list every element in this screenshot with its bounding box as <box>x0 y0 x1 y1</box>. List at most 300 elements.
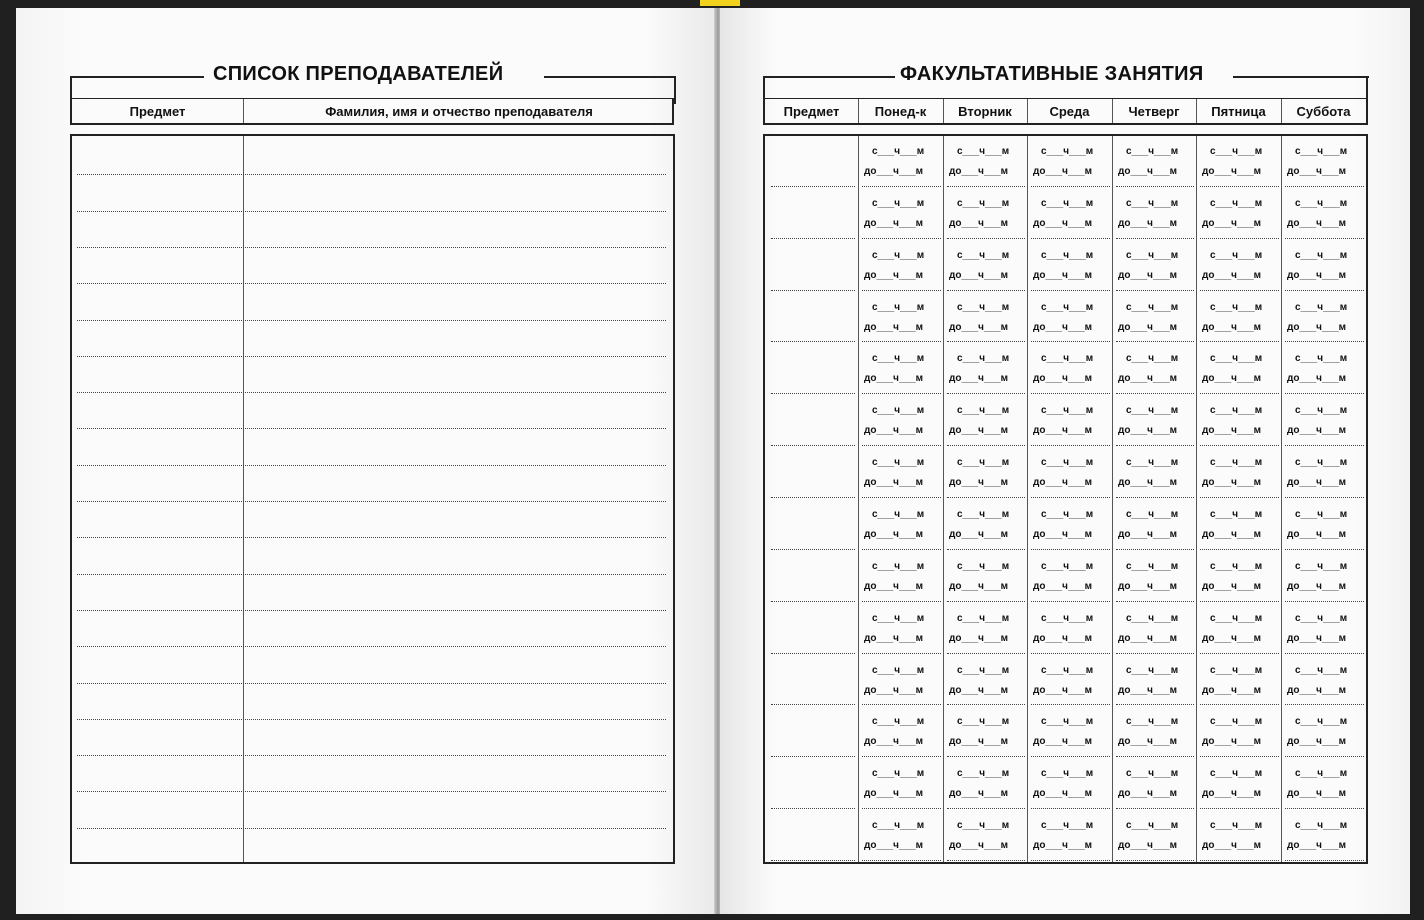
time-from-field: с___ч___м <box>872 561 925 572</box>
time-to-field: до___ч___м <box>1118 166 1178 177</box>
column-divider <box>1196 136 1197 862</box>
time-to-field: до___ч___м <box>949 270 1009 281</box>
day-row-line <box>1285 290 1364 291</box>
time-to-field: до___ч___м <box>1202 529 1262 540</box>
time-from-field: с___ч___м <box>1295 405 1348 416</box>
time-to-field: до___ч___м <box>1118 581 1178 592</box>
time-from-field: с___ч___м <box>872 716 925 727</box>
time-from-field: с___ч___м <box>1126 457 1179 468</box>
subject-row-line <box>771 808 855 809</box>
day-row-line <box>1285 601 1364 602</box>
day-row-line <box>862 549 941 550</box>
time-to-field: до___ч___м <box>949 425 1009 436</box>
teacher-row-line <box>77 610 666 611</box>
subject-row-line <box>771 860 855 861</box>
teacher-row-line <box>77 719 666 720</box>
time-to-field: до___ч___м <box>949 633 1009 644</box>
time-from-field: с___ч___м <box>1295 768 1348 779</box>
time-from-field: с___ч___м <box>1295 509 1348 520</box>
day-row-line <box>1031 756 1110 757</box>
time-from-field: с___ч___м <box>1041 613 1094 624</box>
time-to-field: до___ч___м <box>1202 373 1262 384</box>
day-row-line <box>1200 290 1279 291</box>
time-from-field: с___ч___м <box>1126 198 1179 209</box>
time-to-field: до___ч___м <box>1033 322 1093 333</box>
time-from-field: с___ч___м <box>1126 353 1179 364</box>
time-to-field: до___ч___м <box>1118 633 1178 644</box>
time-to-field: до___ч___м <box>1287 166 1347 177</box>
time-to-field: до___ч___м <box>1118 840 1178 851</box>
column-divider <box>1027 136 1028 862</box>
time-to-field: до___ч___м <box>949 840 1009 851</box>
subject-row-line <box>771 290 855 291</box>
time-from-field: с___ч___м <box>957 561 1010 572</box>
time-to-field: до___ч___м <box>1033 736 1093 747</box>
day-row-line <box>1285 704 1364 705</box>
time-from-field: с___ч___м <box>1210 561 1263 572</box>
teacher-row-line <box>77 392 666 393</box>
teacher-row-line <box>77 247 666 248</box>
day-row-line <box>1285 653 1364 654</box>
column-header-3: Среда <box>1049 104 1090 119</box>
time-from-field: с___ч___м <box>1210 405 1263 416</box>
day-row-line <box>1200 445 1279 446</box>
time-to-field: до___ч___м <box>949 529 1009 540</box>
time-to-field: до___ч___м <box>864 270 924 281</box>
right-page-title: ФАКУЛЬТАТИВНЫЕ ЗАНЯТИЯ <box>900 63 1204 85</box>
day-row-line <box>1116 290 1194 291</box>
time-to-field: до___ч___м <box>1202 633 1262 644</box>
time-from-field: с___ч___м <box>1126 302 1179 313</box>
time-from-field: с___ч___м <box>1210 768 1263 779</box>
time-from-field: с___ч___м <box>1295 457 1348 468</box>
time-to-field: до___ч___м <box>1202 840 1262 851</box>
time-to-field: до___ч___м <box>1202 736 1262 747</box>
time-to-field: до___ч___м <box>1033 270 1093 281</box>
time-from-field: с___ч___м <box>1210 820 1263 831</box>
day-row-line <box>947 341 1025 342</box>
time-to-field: до___ч___м <box>1287 218 1347 229</box>
time-from-field: с___ч___м <box>872 405 925 416</box>
day-row-line <box>1200 808 1279 809</box>
day-row-line <box>1116 808 1194 809</box>
time-to-field: до___ч___м <box>949 373 1009 384</box>
time-to-field: до___ч___м <box>864 529 924 540</box>
time-from-field: с___ч___м <box>1295 146 1348 157</box>
time-to-field: до___ч___м <box>1287 685 1347 696</box>
day-row-line <box>1285 186 1364 187</box>
bookmark-ribbon <box>700 0 740 6</box>
time-from-field: с___ч___м <box>957 146 1010 157</box>
day-row-line <box>862 445 941 446</box>
time-to-field: до___ч___м <box>1118 270 1178 281</box>
day-row-line <box>1116 860 1194 861</box>
time-from-field: с___ч___м <box>957 250 1010 261</box>
teachers-table-header <box>70 98 674 125</box>
time-to-field: до___ч___м <box>1202 218 1262 229</box>
time-to-field: до___ч___м <box>1033 166 1093 177</box>
time-from-field: с___ч___м <box>1210 457 1263 468</box>
time-to-field: до___ч___м <box>949 788 1009 799</box>
subject-row-line <box>771 756 855 757</box>
day-row-line <box>1285 860 1364 861</box>
time-from-field: с___ч___м <box>1210 353 1263 364</box>
day-row-line <box>1031 653 1110 654</box>
day-row-line <box>862 238 941 239</box>
time-to-field: до___ч___м <box>1033 477 1093 488</box>
time-to-field: до___ч___м <box>949 685 1009 696</box>
time-to-field: до___ч___м <box>1033 633 1093 644</box>
time-from-field: с___ч___м <box>1041 768 1094 779</box>
time-from-field: с___ч___м <box>872 457 925 468</box>
day-row-line <box>1031 445 1110 446</box>
day-row-line <box>1031 704 1110 705</box>
day-row-line <box>1285 808 1364 809</box>
time-from-field: с___ч___м <box>1041 302 1094 313</box>
time-from-field: с___ч___м <box>1295 250 1348 261</box>
day-row-line <box>1031 549 1110 550</box>
day-row-line <box>1200 341 1279 342</box>
time-from-field: с___ч___м <box>872 820 925 831</box>
teacher-row-line <box>77 791 666 792</box>
day-row-line <box>1031 186 1110 187</box>
teacher-row-line <box>77 574 666 575</box>
day-row-line <box>1031 238 1110 239</box>
time-to-field: до___ч___м <box>864 840 924 851</box>
teacher-row-line <box>77 465 666 466</box>
time-to-field: до___ч___м <box>1033 425 1093 436</box>
day-row-line <box>862 186 941 187</box>
day-row-line <box>947 393 1025 394</box>
time-from-field: с___ч___м <box>1126 768 1179 779</box>
time-from-field: с___ч___м <box>957 457 1010 468</box>
time-to-field: до___ч___м <box>949 581 1009 592</box>
time-to-field: до___ч___м <box>1118 373 1178 384</box>
time-to-field: до___ч___м <box>1202 581 1262 592</box>
time-to-field: до___ч___м <box>1202 425 1262 436</box>
day-row-line <box>1116 445 1194 446</box>
day-row-line <box>1116 497 1194 498</box>
time-to-field: до___ч___м <box>1287 425 1347 436</box>
time-from-field: с___ч___м <box>1210 509 1263 520</box>
time-to-field: до___ч___м <box>1202 166 1262 177</box>
column-divider <box>858 136 859 862</box>
time-from-field: с___ч___м <box>1295 198 1348 209</box>
time-to-field: до___ч___м <box>1202 788 1262 799</box>
day-row-line <box>1031 601 1110 602</box>
subject-row-line <box>771 653 855 654</box>
day-row-line <box>947 497 1025 498</box>
time-from-field: с___ч___м <box>872 146 925 157</box>
day-row-line <box>1285 756 1364 757</box>
time-from-field: с___ч___м <box>1041 405 1094 416</box>
time-to-field: до___ч___м <box>949 322 1009 333</box>
time-from-field: с___ч___м <box>1210 716 1263 727</box>
time-from-field: с___ч___м <box>1041 353 1094 364</box>
time-from-field: с___ч___м <box>1126 561 1179 572</box>
subject-row-line <box>771 445 855 446</box>
time-from-field: с___ч___м <box>872 353 925 364</box>
day-row-line <box>1031 393 1110 394</box>
day-row-line <box>1285 341 1364 342</box>
time-from-field: с___ч___м <box>1295 820 1348 831</box>
column-header-1: Понед-к <box>874 104 927 119</box>
day-row-line <box>1031 497 1110 498</box>
day-row-line <box>1200 393 1279 394</box>
day-row-line <box>862 601 941 602</box>
time-from-field: с___ч___м <box>957 768 1010 779</box>
subject-row-line <box>771 549 855 550</box>
day-row-line <box>862 808 941 809</box>
column-header-6: Суббота <box>1296 104 1351 119</box>
column-header-5: Пятница <box>1211 104 1266 119</box>
time-from-field: с___ч___м <box>1126 665 1179 676</box>
time-from-field: с___ч___м <box>1041 561 1094 572</box>
time-to-field: до___ч___м <box>1287 633 1347 644</box>
time-from-field: с___ч___м <box>1041 457 1094 468</box>
time-from-field: с___ч___м <box>957 405 1010 416</box>
time-from-field: с___ч___м <box>1126 820 1179 831</box>
day-row-line <box>947 445 1025 446</box>
time-to-field: до___ч___м <box>1287 270 1347 281</box>
time-from-field: с___ч___м <box>1210 146 1263 157</box>
day-row-line <box>1031 290 1110 291</box>
time-from-field: с___ч___м <box>872 768 925 779</box>
time-to-field: до___ч___м <box>1287 788 1347 799</box>
time-from-field: с___ч___м <box>957 820 1010 831</box>
day-row-line <box>862 341 941 342</box>
time-to-field: до___ч___м <box>1118 425 1178 436</box>
time-from-field: с___ч___м <box>957 353 1010 364</box>
time-to-field: до___ч___м <box>864 736 924 747</box>
day-row-line <box>947 653 1025 654</box>
day-row-line <box>1116 549 1194 550</box>
teacher-row-line <box>77 283 666 284</box>
time-from-field: с___ч___м <box>1041 198 1094 209</box>
time-from-field: с___ч___м <box>1210 302 1263 313</box>
teacher-row-line <box>77 828 666 829</box>
time-to-field: до___ч___м <box>1287 529 1347 540</box>
day-row-line <box>1200 601 1279 602</box>
day-row-line <box>1200 756 1279 757</box>
column-divider <box>943 136 944 862</box>
time-from-field: с___ч___м <box>872 198 925 209</box>
time-to-field: до___ч___м <box>1033 373 1093 384</box>
time-to-field: до___ч___м <box>1287 840 1347 851</box>
time-from-field: с___ч___м <box>957 665 1010 676</box>
day-row-line <box>1116 756 1194 757</box>
time-to-field: до___ч___м <box>1033 840 1093 851</box>
day-row-line <box>1116 704 1194 705</box>
time-from-field: с___ч___м <box>1126 613 1179 624</box>
day-row-line <box>1200 549 1279 550</box>
day-row-line <box>1200 186 1279 187</box>
time-to-field: до___ч___м <box>1287 477 1347 488</box>
time-from-field: с___ч___м <box>957 302 1010 313</box>
time-to-field: до___ч___м <box>1202 685 1262 696</box>
day-row-line <box>947 238 1025 239</box>
day-row-line <box>1285 497 1364 498</box>
time-from-field: с___ч___м <box>1210 250 1263 261</box>
time-from-field: с___ч___м <box>1126 716 1179 727</box>
time-from-field: с___ч___м <box>957 716 1010 727</box>
teacher-row-line <box>77 320 666 321</box>
time-from-field: с___ч___м <box>1041 146 1094 157</box>
time-from-field: с___ч___м <box>872 613 925 624</box>
column-divider <box>1112 136 1113 862</box>
column-header-0: Предмет <box>783 104 840 119</box>
time-to-field: до___ч___м <box>1118 322 1178 333</box>
time-from-field: с___ч___м <box>1210 613 1263 624</box>
time-to-field: до___ч___м <box>1118 685 1178 696</box>
time-to-field: до___ч___м <box>864 166 924 177</box>
time-from-field: с___ч___м <box>872 250 925 261</box>
day-row-line <box>1116 601 1194 602</box>
time-to-field: до___ч___м <box>864 322 924 333</box>
time-from-field: с___ч___м <box>957 613 1010 624</box>
day-row-line <box>862 497 941 498</box>
teacher-row-line <box>77 646 666 647</box>
day-row-line <box>1200 704 1279 705</box>
time-to-field: до___ч___м <box>1033 788 1093 799</box>
teacher-row-line <box>77 537 666 538</box>
subject-row-line <box>771 704 855 705</box>
time-from-field: с___ч___м <box>957 509 1010 520</box>
time-to-field: до___ч___м <box>949 477 1009 488</box>
subject-row-line <box>771 186 855 187</box>
time-to-field: до___ч___м <box>1287 373 1347 384</box>
time-to-field: до___ч___м <box>864 373 924 384</box>
subject-row-line <box>771 238 855 239</box>
day-row-line <box>862 860 941 861</box>
day-row-line <box>862 653 941 654</box>
time-to-field: до___ч___м <box>864 788 924 799</box>
day-row-line <box>1285 445 1364 446</box>
time-to-field: до___ч___м <box>949 166 1009 177</box>
time-from-field: с___ч___м <box>1126 509 1179 520</box>
column-header-2: Вторник <box>958 104 1012 119</box>
day-row-line <box>1031 341 1110 342</box>
time-from-field: с___ч___м <box>1295 353 1348 364</box>
day-row-line <box>947 601 1025 602</box>
day-row-line <box>947 290 1025 291</box>
day-row-line <box>862 704 941 705</box>
time-to-field: до___ч___м <box>864 477 924 488</box>
time-from-field: с___ч___м <box>1041 820 1094 831</box>
time-to-field: до___ч___м <box>1118 529 1178 540</box>
teacher-row-line <box>77 501 666 502</box>
subject-row-line <box>771 341 855 342</box>
day-row-line <box>862 393 941 394</box>
time-to-field: до___ч___м <box>1287 322 1347 333</box>
day-row-line <box>947 186 1025 187</box>
subject-row-line <box>771 393 855 394</box>
teacher-row-line <box>77 174 666 175</box>
subject-row-line <box>771 497 855 498</box>
time-to-field: до___ч___м <box>949 218 1009 229</box>
time-from-field: с___ч___м <box>1295 302 1348 313</box>
time-to-field: до___ч___м <box>1202 477 1262 488</box>
day-row-line <box>947 860 1025 861</box>
teacher-row-line <box>77 428 666 429</box>
teacher-row-line <box>77 683 666 684</box>
time-from-field: с___ч___м <box>872 509 925 520</box>
time-to-field: до___ч___м <box>1118 477 1178 488</box>
teachers-table-body <box>70 134 675 864</box>
day-row-line <box>947 808 1025 809</box>
time-to-field: до___ч___м <box>1033 581 1093 592</box>
time-to-field: до___ч___м <box>1287 736 1347 747</box>
day-row-line <box>947 704 1025 705</box>
time-to-field: до___ч___м <box>864 218 924 229</box>
subject-row-line <box>771 601 855 602</box>
day-row-line <box>1285 393 1364 394</box>
column-header-subject: Предмет <box>129 104 186 119</box>
time-from-field: с___ч___м <box>1210 198 1263 209</box>
day-row-line <box>1200 860 1279 861</box>
time-from-field: с___ч___м <box>1295 716 1348 727</box>
day-row-line <box>947 756 1025 757</box>
teacher-row-line <box>77 211 666 212</box>
time-from-field: с___ч___м <box>1295 561 1348 572</box>
time-from-field: с___ч___м <box>1041 250 1094 261</box>
time-to-field: до___ч___м <box>1118 736 1178 747</box>
teacher-row-line <box>77 356 666 357</box>
day-row-line <box>947 549 1025 550</box>
time-from-field: с___ч___м <box>872 665 925 676</box>
column-header-teacher-name: Фамилия, имя и отчество преподавателя <box>325 104 593 119</box>
time-from-field: с___ч___м <box>957 198 1010 209</box>
time-to-field: до___ч___м <box>1202 270 1262 281</box>
day-row-line <box>1031 860 1110 861</box>
time-from-field: с___ч___м <box>1295 613 1348 624</box>
time-to-field: до___ч___м <box>1033 685 1093 696</box>
day-row-line <box>1116 341 1194 342</box>
time-from-field: с___ч___м <box>1041 716 1094 727</box>
electives-table-body <box>763 134 1368 864</box>
time-from-field: с___ч___м <box>1295 665 1348 676</box>
day-row-line <box>1116 393 1194 394</box>
left-page-title: СПИСОК ПРЕПОДАВАТЕЛЕЙ <box>213 63 504 85</box>
time-from-field: с___ч___м <box>1210 665 1263 676</box>
time-to-field: до___ч___м <box>864 425 924 436</box>
time-from-field: с___ч___м <box>1126 405 1179 416</box>
column-divider <box>1281 136 1282 862</box>
time-to-field: до___ч___м <box>1118 788 1178 799</box>
day-row-line <box>1200 238 1279 239</box>
time-from-field: с___ч___м <box>1041 509 1094 520</box>
day-row-line <box>1116 653 1194 654</box>
day-row-line <box>1200 497 1279 498</box>
electives-table-header <box>763 98 1368 125</box>
time-to-field: до___ч___м <box>864 685 924 696</box>
time-from-field: с___ч___м <box>1041 665 1094 676</box>
time-to-field: до___ч___м <box>1118 218 1178 229</box>
time-to-field: до___ч___м <box>864 581 924 592</box>
time-from-field: с___ч___м <box>1126 250 1179 261</box>
time-to-field: до___ч___м <box>949 736 1009 747</box>
time-from-field: с___ч___м <box>1126 146 1179 157</box>
day-row-line <box>1285 238 1364 239</box>
teacher-row-line <box>77 755 666 756</box>
day-row-line <box>862 290 941 291</box>
time-to-field: до___ч___м <box>1033 218 1093 229</box>
time-from-field: с___ч___м <box>872 302 925 313</box>
day-row-line <box>1116 186 1194 187</box>
time-to-field: до___ч___м <box>864 633 924 644</box>
day-row-line <box>1116 238 1194 239</box>
day-row-line <box>1200 653 1279 654</box>
